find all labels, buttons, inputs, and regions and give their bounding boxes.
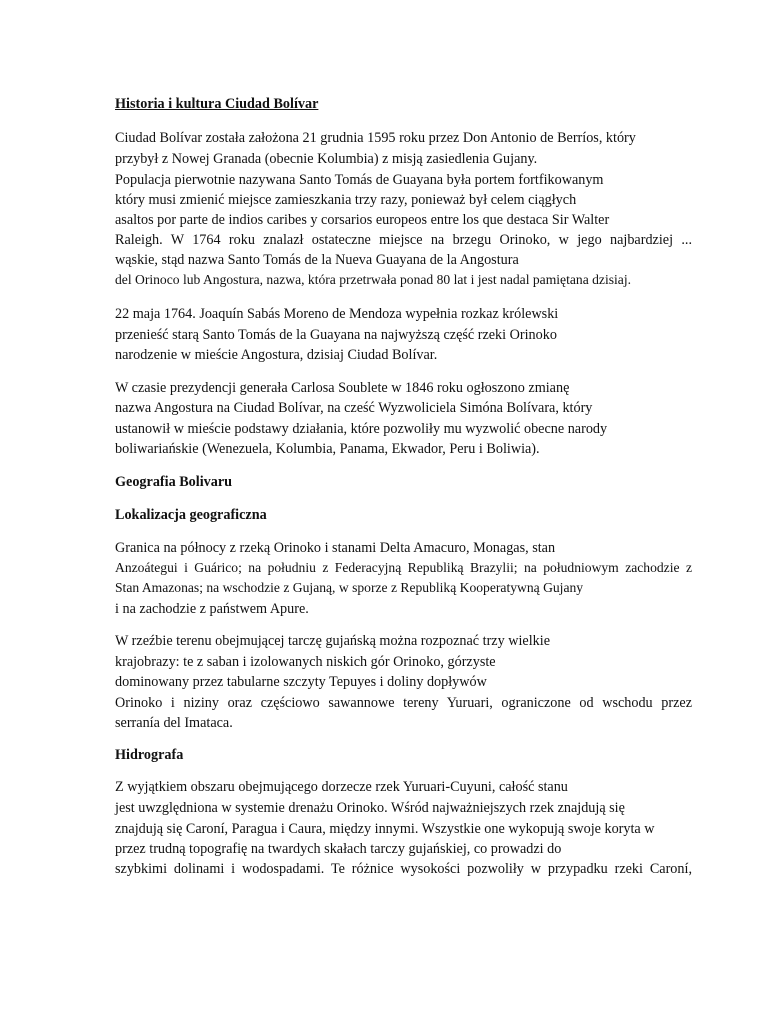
history-p3-line: nazwa Angostura na Ciudad Bolívar, na cześć Wyzwoliciela Simóna Bolívara, który	[115, 400, 593, 416]
location-p2-line: dominowany przez tabularne szczyty Tepuyes i doliny dopływów	[115, 674, 487, 690]
location-p2-line: krajobrazy: te z saban i izolowanych niskich gór Orinoko, górzyste	[115, 654, 496, 670]
history-p1-line: asaltos por parte de indios caribes y corsarios europeos entre los que destaca Sir Walter	[115, 212, 610, 228]
location-p2-line: W rzeźbie terenu obejmującej tarczę gujańską można rozpoznać trzy wielkie	[115, 633, 550, 649]
history-p1-line: przybył z Nowej Granada (obecnie Kolumbia) z misją zasiedlenia Gujany.	[115, 151, 538, 167]
location-p1-line: Granica na północy z rzeką Orinoko i stanami Delta Amacuro, Monagas, stan	[115, 540, 556, 556]
location-p1-line: Anzoátegui i Guárico; na południu z Federacyjną Republiką Brazylii; na południowym zachodzie z	[115, 560, 692, 575]
location-p2-line: Orinoko i niziny oraz częściowo sawannowe tereny Yuruari, ograniczone od wschodu przez	[115, 695, 692, 711]
hydro-p1-line: przez trudną topografię na twardych skałach tarczy gujańskiej, co prowadzi do	[115, 841, 562, 857]
history-p1-line: Ciudad Bolívar została założona 21 grudnia 1595 roku przez Don Antonio de Berríos, który	[115, 130, 636, 146]
history-p1-line: del Orinoco lub Angostura, nazwa, która przetrwała ponad 80 lat i jest nadal pamiętana dzisiaj.	[115, 272, 632, 287]
history-p3-line: boliwariańskie (Wenezuela, Kolumbia, Panama, Ekwador, Peru i Boliwia).	[115, 441, 540, 457]
hydro-p1-line: Z wyjątkiem obszaru obejmującego dorzecze rzek Yuruari-Cuyuni, całość stanu	[115, 779, 568, 795]
history-p2-line: 22 maja 1764. Joaquín Sabás Moreno de Mendoza wypełnia rozkaz królewski	[115, 306, 559, 322]
location-p2-line: serranía del Imataca.	[115, 715, 233, 731]
history-p2-line: narodzenie w mieście Angostura, dzisiaj Ciudad Bolívar.	[115, 347, 438, 363]
history-p2-line: przenieść starą Santo Tomás de la Guayana na najwyższą część rzeki Orinoko	[115, 327, 557, 343]
history-p3-line: W czasie prezydencji generała Carlosa Soublete w 1846 roku ogłoszono zmianę	[115, 380, 570, 396]
history-p3-line: ustanowił w mieście podstawy działania, które pozwoliły mu wyzwolić obecne narody	[115, 421, 608, 437]
hydro-p1-line: szybkimi dolinami i wodospadami. Te różnice wysokości pozwoliły w przypadku rzeki Caroní,	[115, 861, 692, 877]
location-p1-line: Stan Amazonas; na wschodzie z Gujaną, w sporze z Republiką Kooperatywną Gujany	[115, 580, 584, 595]
history-p1-line: Raleigh. W 1764 roku znalazł ostateczne miejsce na brzegu Orinoko, w jego najbardziej ...	[115, 232, 692, 248]
history-p1-line: który musi zmienić miejsce zamieszkania trzy razy, ponieważ był celem ciągłych	[115, 192, 577, 208]
history-p1-line: wąskie, stąd nazwa Santo Tomás de la Nueva Guayana de la Angostura	[115, 252, 519, 268]
hydrography-heading: Hidrografa	[115, 747, 184, 763]
location-p1-line: i na zachodzie z państwem Apure.	[115, 601, 309, 617]
history-p1-line: Populacja pierwotnie nazywana Santo Tomás de Guayana była portem fortfikowanym	[115, 172, 604, 188]
document-title: Historia i kultura Ciudad Bolívar	[115, 96, 319, 112]
hydro-p1-line: znajdują się Caroní, Paragua i Caura, między innymi. Wszystkie one wykopują swoje koryta w	[115, 821, 655, 837]
hydro-p1-line: jest uwzględniona w systemie drenażu Orinoko. Wśród najważniejszych rzek znajdują się	[115, 800, 625, 816]
geography-heading: Geografia Bolivaru	[115, 474, 233, 490]
location-heading: Lokalizacja geograficzna	[115, 507, 267, 523]
